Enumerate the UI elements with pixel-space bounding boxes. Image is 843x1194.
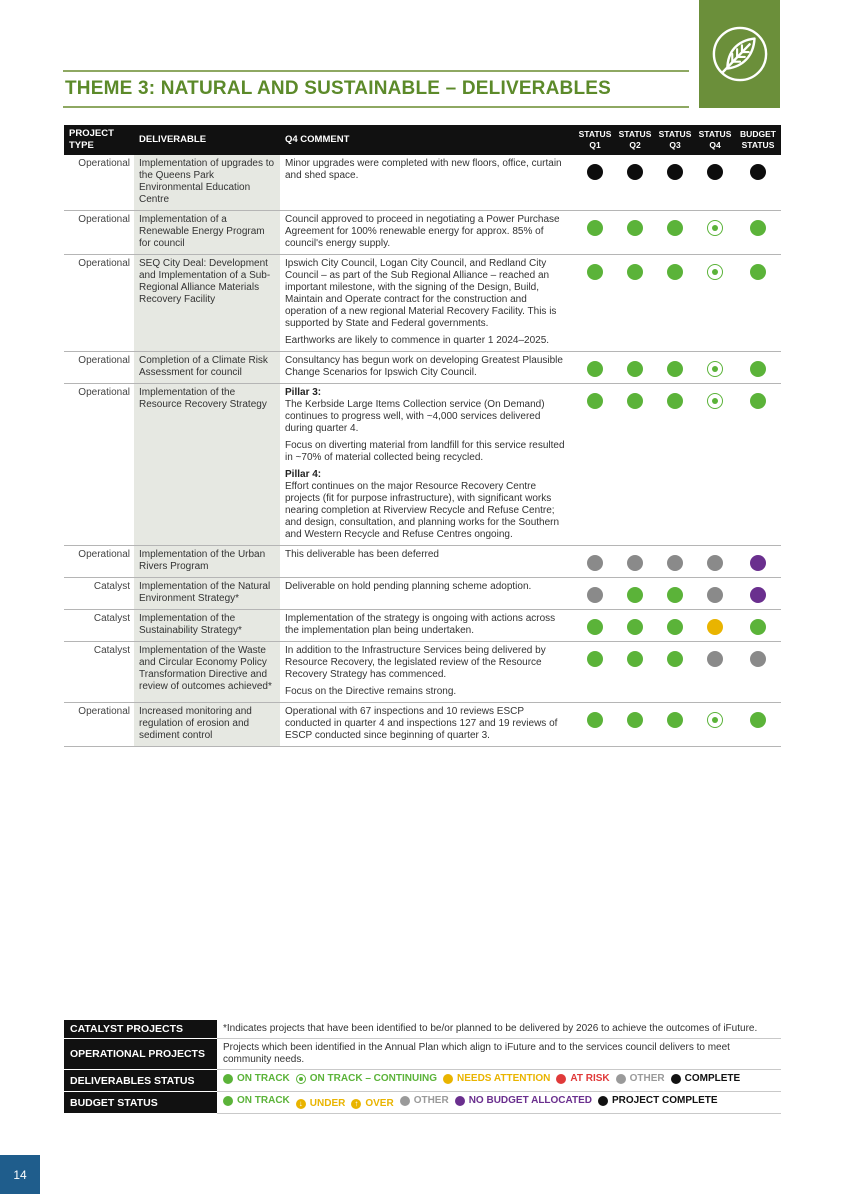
status-cell [735,546,781,578]
comment-cell [280,352,575,384]
comment-text: Deliverable on hold pending planning scheme adoption. [285,581,532,592]
comment-text: Earthworks are likely to commence in quarter 1 2024–2025. [285,335,550,346]
status-q4-dot [707,220,723,236]
deliverable-cell: Implementation of the Resource Recovery Strategy [134,384,280,546]
status-q4-dot [707,164,723,180]
legend-item [616,1073,665,1085]
legend-item [443,1073,550,1085]
status-cell [575,155,615,211]
status-q2-dot [627,220,643,236]
status-cell [655,642,695,703]
status-cell [695,384,735,546]
leaf-icon [711,25,769,83]
status-cell [695,255,735,352]
status-q4-dot [707,712,723,728]
comment-text: The Kerbside Large Items Collection service (On Demand) continues to progress well, with ~4,000 services delivered during quarter 4. [285,399,545,434]
continuing-dot-icon [296,1074,306,1084]
comment-heading: Pillar 3: [285,387,322,398]
status-q1-dot [587,555,603,571]
status-cell [735,384,781,546]
legend-item [223,1095,290,1107]
status-cell [655,352,695,384]
deliverable-cell: Increased monitoring and regulation of erosion and sediment control [134,703,280,747]
project-type-cell: Catalyst [64,578,134,610]
status-q4-dot [707,361,723,377]
status-cell [575,255,615,352]
status-q3-dot [667,361,683,377]
theme-icon-box [699,0,780,108]
status-cell [735,578,781,610]
table-row [64,546,781,578]
legend-catalyst-label: CATALYST PROJECTS [64,1020,217,1039]
legend-item [296,1073,437,1085]
status-q2-dot [627,587,643,603]
table-header-row [64,125,781,155]
deliverable-cell: Implementation of the Urban Rivers Program [134,546,280,578]
red-dot-icon [556,1074,566,1084]
legend-operational-text: Projects which been identified in the Annual Plan which align to iFuture and to the services council delivers to meet community needs. [217,1039,781,1070]
status-q3-dot [667,264,683,280]
table-row [64,211,781,255]
status-q3-dot [667,619,683,635]
comment-text: Focus on the Directive remains strong. [285,686,457,697]
status-cell [735,211,781,255]
status-q1-dot [587,164,603,180]
comment-cell [280,384,575,546]
status-q4-dot [707,651,723,667]
comment-text: This deliverable has been deferred [285,549,439,560]
comment-paragraph [285,214,570,250]
comment-cell [280,155,575,211]
status-q2-dot [627,555,643,571]
status-q2-dot [627,619,643,635]
project-type-cell: Operational [64,546,134,578]
comment-paragraph [285,387,570,435]
legend-item [556,1073,609,1085]
status-cell [615,578,655,610]
status-q3-dot [667,220,683,236]
comment-paragraph [285,549,570,561]
status-q2-dot [627,264,643,280]
legend-item-label: NO BUDGET ALLOCATED [468,1095,593,1106]
budget-status-dot [750,264,766,280]
project-type-cell: Operational [64,352,134,384]
budget-status-dot [750,361,766,377]
status-q4-dot [707,619,723,635]
status-cell [655,578,695,610]
comment-text: In addition to the Infrastructure Services being delivered by Resource Recovery, the legislated review of the Resource Recovery Strategy has commenced. [285,645,546,680]
legend-row-budget [64,1092,781,1114]
project-type-cell: Operational [64,384,134,546]
black-dot-icon [671,1074,681,1084]
legend-row-deliverables [64,1070,781,1092]
status-q3-dot [667,712,683,728]
grey-dot-icon [616,1074,626,1084]
comment-cell [280,211,575,255]
status-cell [655,155,695,211]
status-cell [575,703,615,747]
comment-text: Council approved to proceed in negotiating a Power Purchase Agreement for 100% renewable energy for approx. 85% of council's energy supply. [285,214,560,249]
green-dot-icon [223,1096,233,1106]
comment-paragraph [285,258,570,330]
table-row [64,352,781,384]
deliverable-cell: Implementation of the Waste and Circular Economy Policy Transformation Directive and review of outcomes achieved* [134,642,280,703]
project-type-cell: Catalyst [64,610,134,642]
status-cell [615,352,655,384]
legend-item [351,1098,393,1110]
table-row [64,578,781,610]
status-q4-dot [707,587,723,603]
status-q1-dot [587,220,603,236]
legend-operational-label: OPERATIONAL PROJECTS [64,1039,217,1070]
status-q4-dot [707,555,723,571]
budget-status-dot [750,651,766,667]
col-header-q1: STATUS Q1 [575,125,615,155]
comment-text: Minor upgrades were completed with new floors, office, curtain and shed space. [285,158,562,181]
deliverable-cell: Implementation of upgrades to the Queens Park Environmental Education Centre [134,155,280,211]
comment-paragraph [285,581,570,593]
comment-heading: Pillar 4: [285,469,322,480]
budget-status-dot [750,393,766,409]
grey-dot-icon [400,1096,410,1106]
table-row [64,703,781,747]
status-cell [575,546,615,578]
comment-cell [280,578,575,610]
comment-paragraph [285,686,570,698]
title-rule-top [63,70,689,72]
table-row [64,384,781,546]
status-q2-dot [627,651,643,667]
status-q2-dot [627,712,643,728]
comment-text: Effort continues on the major Resource Recovery Centre projects (fit for purpose infrastructure), with significant works nearing completion at Riverview Recycle and Refuse Centre; and design, consultation, and planning works for the Southern and Western Recycle and Refuse Centres ongoing. [285,481,560,540]
col-header-q3: STATUS Q3 [655,125,695,155]
purple-dot-icon [455,1096,465,1106]
status-cell [695,610,735,642]
status-cell [695,703,735,747]
legend-budget-items [217,1092,781,1114]
status-cell [615,703,655,747]
status-cell [695,546,735,578]
status-q3-dot [667,587,683,603]
status-q1-dot [587,393,603,409]
legend-deliverables-label: DELIVERABLES STATUS [64,1070,217,1092]
status-cell [655,546,695,578]
table-row [64,642,781,703]
table-row [64,610,781,642]
comment-text: Consultancy has begun work on developing Greatest Plausible Change Scenarios for Ipswich City Council. [285,355,563,378]
col-header-type: PROJECT TYPE [64,125,134,155]
status-q3-dot [667,651,683,667]
comment-cell [280,546,575,578]
status-cell [695,352,735,384]
comment-paragraph [285,706,570,742]
col-header-deliverable: DELIVERABLE [134,125,280,155]
col-header-q2: STATUS Q2 [615,125,655,155]
budget-status-dot [750,712,766,728]
page-title: THEME 3: NATURAL AND SUSTAINABLE – DELIVERABLES [65,78,612,99]
deliverable-cell: Implementation of the Sustainability Strategy* [134,610,280,642]
status-cell [575,610,615,642]
comment-paragraph [285,440,570,464]
legend-item-label: UNDER [309,1098,346,1109]
comment-paragraph [285,355,570,379]
status-cell [615,255,655,352]
table-body [64,155,781,747]
status-cell [655,384,695,546]
status-q3-dot [667,393,683,409]
budget-status-dot [750,220,766,236]
comment-cell [280,703,575,747]
status-q2-dot [627,361,643,377]
amber-dot-icon [443,1074,453,1084]
status-cell [695,155,735,211]
comment-text: Implementation of the strategy is ongoing with actions across the implementation plan being undertaken. [285,613,556,636]
green-dot-icon [223,1074,233,1084]
deliverable-cell: SEQ City Deal: Development and Implementation of a Sub-Regional Alliance Materials Recovery Facility [134,255,280,352]
project-type-cell: Catalyst [64,642,134,703]
status-q4-dot [707,393,723,409]
legend-table [64,1020,781,1114]
title-rule-bottom [63,106,689,108]
status-cell [615,546,655,578]
budget-status-dot [750,555,766,571]
comment-text: Ipswich City Council, Logan City Council, and Redland City Council – as part of the Sub Regional Alliance – reached an important milestone, with the signing of the Design, Build, Maintain and Operate contract for the construction and operation of a new regional Material Recovery Facility. This is supported by State and Federal governments. [285,258,557,329]
status-cell [615,211,655,255]
page-number: 14 [0,1155,40,1194]
status-cell [695,211,735,255]
status-q1-dot [587,651,603,667]
legend-row-catalyst [64,1020,781,1039]
legend-item [671,1073,741,1085]
status-cell [735,642,781,703]
legend-item-label: ON TRACK – CONTINUING [309,1073,438,1084]
legend-item [598,1095,718,1107]
deliverable-cell: Completion of a Climate Risk Assessment for council [134,352,280,384]
status-q1-dot [587,587,603,603]
status-q1-dot [587,712,603,728]
legend-budget-label: BUDGET STATUS [64,1092,217,1114]
status-cell [655,703,695,747]
comment-cell [280,610,575,642]
status-cell [575,352,615,384]
status-cell [575,384,615,546]
comment-paragraph [285,469,570,541]
legend-catalyst-text: *Indicates projects that have been identified to be/or planned to be delivered by 2026 to achieve the outcomes of iFuture. [217,1020,781,1039]
comment-paragraph [285,158,570,182]
status-cell [735,610,781,642]
deliverable-cell: Implementation of a Renewable Energy Program for council [134,211,280,255]
comment-paragraph [285,613,570,637]
status-cell [735,155,781,211]
legend-row-operational [64,1039,781,1070]
comment-cell [280,642,575,703]
project-type-cell: Operational [64,255,134,352]
status-cell [575,211,615,255]
legend-item-label: OVER [365,1098,394,1109]
legend-item-label: NEEDS ATTENTION [457,1073,551,1084]
legend-item-label: PROJECT COMPLETE [612,1095,718,1106]
status-q1-dot [587,264,603,280]
arrow-down-icon: ↓ [296,1099,306,1109]
arrow-up-icon: ↑ [351,1099,361,1109]
status-cell [615,642,655,703]
deliverable-cell: Implementation of the Natural Environment Strategy* [134,578,280,610]
status-q4-dot [707,264,723,280]
comment-text: Focus on diverting material from landfill for this service resulted in ~70% of material collected being recycled. [285,440,565,463]
status-q3-dot [667,555,683,571]
status-cell [695,642,735,703]
budget-status-dot [750,587,766,603]
status-q1-dot [587,619,603,635]
legend-item-label: ON TRACK [237,1073,290,1084]
legend-item-label: AT RISK [570,1073,610,1084]
status-cell [735,352,781,384]
status-cell [655,255,695,352]
col-header-budget: BUDGET STATUS [735,125,781,155]
budget-status-dot [750,619,766,635]
status-cell [575,578,615,610]
deliverables-table [64,125,781,747]
col-header-comment: Q4 COMMENT [280,125,575,155]
legend-item [455,1095,592,1107]
comment-cell [280,255,575,352]
project-type-cell: Operational [64,211,134,255]
status-cell [655,211,695,255]
status-cell [695,578,735,610]
status-cell [615,384,655,546]
status-cell [735,703,781,747]
status-cell [735,255,781,352]
budget-status-dot [750,164,766,180]
legend-item [400,1095,449,1107]
status-q1-dot [587,361,603,377]
status-q3-dot [667,164,683,180]
table-row [64,255,781,352]
legend-item-label: OTHER [629,1073,665,1084]
legend-item [223,1073,290,1085]
status-q2-dot [627,393,643,409]
comment-paragraph [285,335,570,347]
comment-paragraph [285,645,570,681]
legend-item [296,1098,346,1110]
comment-text: Operational with 67 inspections and 10 reviews ESCP conducted in quarter 4 and inspections 127 and 19 reviews of ESCP conducted since beginning of quarter 3. [285,706,558,741]
table-row [64,155,781,211]
legend-deliverables-items [217,1070,781,1092]
legend-item-label: COMPLETE [684,1073,741,1084]
status-cell [615,155,655,211]
status-cell [575,642,615,703]
project-type-cell: Operational [64,703,134,747]
legend-item-label: OTHER [413,1095,449,1106]
status-q2-dot [627,164,643,180]
project-type-cell: Operational [64,155,134,211]
status-cell [655,610,695,642]
status-cell [615,610,655,642]
legend-item-label: ON TRACK [237,1095,290,1106]
black-dot-icon [598,1096,608,1106]
col-header-q4: STATUS Q4 [695,125,735,155]
